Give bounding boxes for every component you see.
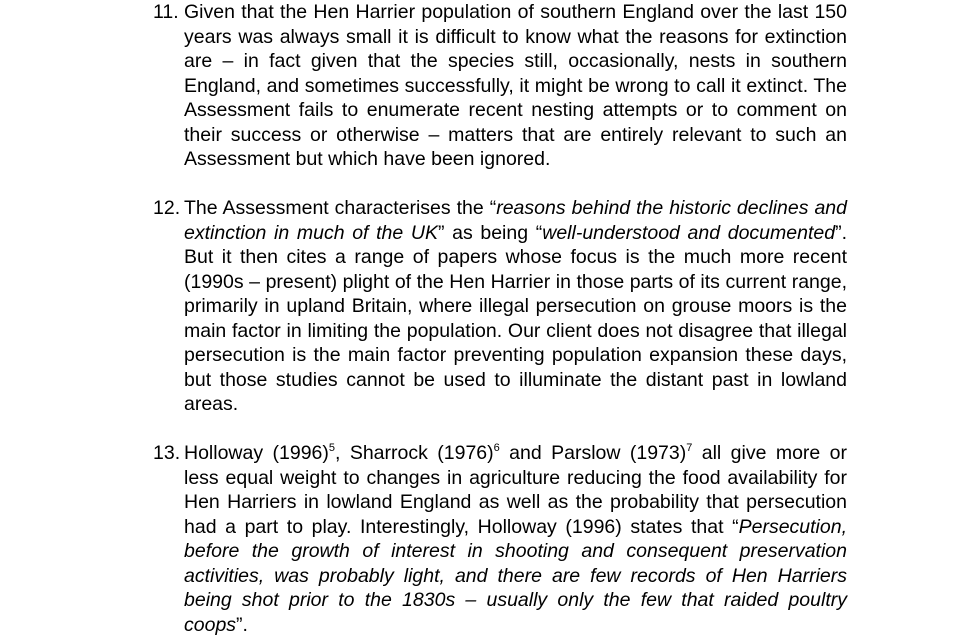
paragraph-text bbox=[184, 0, 847, 172]
text-run: ”. But it then cites a range of papers whose focus is the much more recent (1990s – present) plight of the Hen Harrier in those parts of its current range, primarily in upland Britain, where illegal persecution on grouse moors is the main factor in limiting the population. Our client does not disagree that illegal persecution is the main factor preventing population expansion these days, but those studies cannot be used to illuminate the distant past in lowland areas. bbox=[184, 221, 847, 415]
text-run: , Sharrock (1976) bbox=[335, 442, 494, 464]
italic-quote: Persecution, before the growth of interest in shooting and consequent preservation activities, was probably light, and there are few records of Hen Harriers being shot prior to the 1830s – usually only the few that raided poultry coops bbox=[184, 515, 847, 636]
text-run: Given that the Hen Harrier population of southern England over the last 150 years was always small it is difficult to know what the reasons for extinction are – in fact given that the species still, occasionally, nests in southern England, and sometimes successfully, it might be wrong to call it extinct. The Assessment fails to enumerate recent nesting attempts or to comment on their success or otherwise – matters that are entirely relevant to such an Assessment but which have been ignored. bbox=[184, 1, 847, 170]
text-run: ” as being “ bbox=[437, 221, 543, 244]
text-run: ”. bbox=[236, 613, 248, 636]
footnote-ref: 6 bbox=[493, 441, 500, 454]
text-run: The Assessment characterises the “ bbox=[184, 197, 497, 219]
paragraph-number: 11. bbox=[153, 1, 179, 23]
footnote-ref: 7 bbox=[686, 441, 693, 454]
italic-quote: well-understood and documented bbox=[542, 221, 836, 244]
text-run: and Parslow (1973) bbox=[499, 442, 687, 464]
footnote-ref: 5 bbox=[328, 441, 336, 454]
paragraph-text bbox=[184, 196, 847, 417]
text-run: all give more or less equal weight to changes in agriculture reducing the food availability for Hen Harriers in lowland England as well as the probability that persecution had a part to play. Interestingly, Holloway (1996) states that “ bbox=[184, 442, 848, 538]
paragraph-number: 13. bbox=[153, 442, 181, 464]
paragraph-number: 12. bbox=[153, 197, 181, 219]
paragraph-text bbox=[184, 441, 847, 637]
text-run: Holloway (1996) bbox=[184, 442, 329, 464]
italic-quote: reasons behind the historic declines and extinction in much of the UK bbox=[184, 197, 847, 244]
